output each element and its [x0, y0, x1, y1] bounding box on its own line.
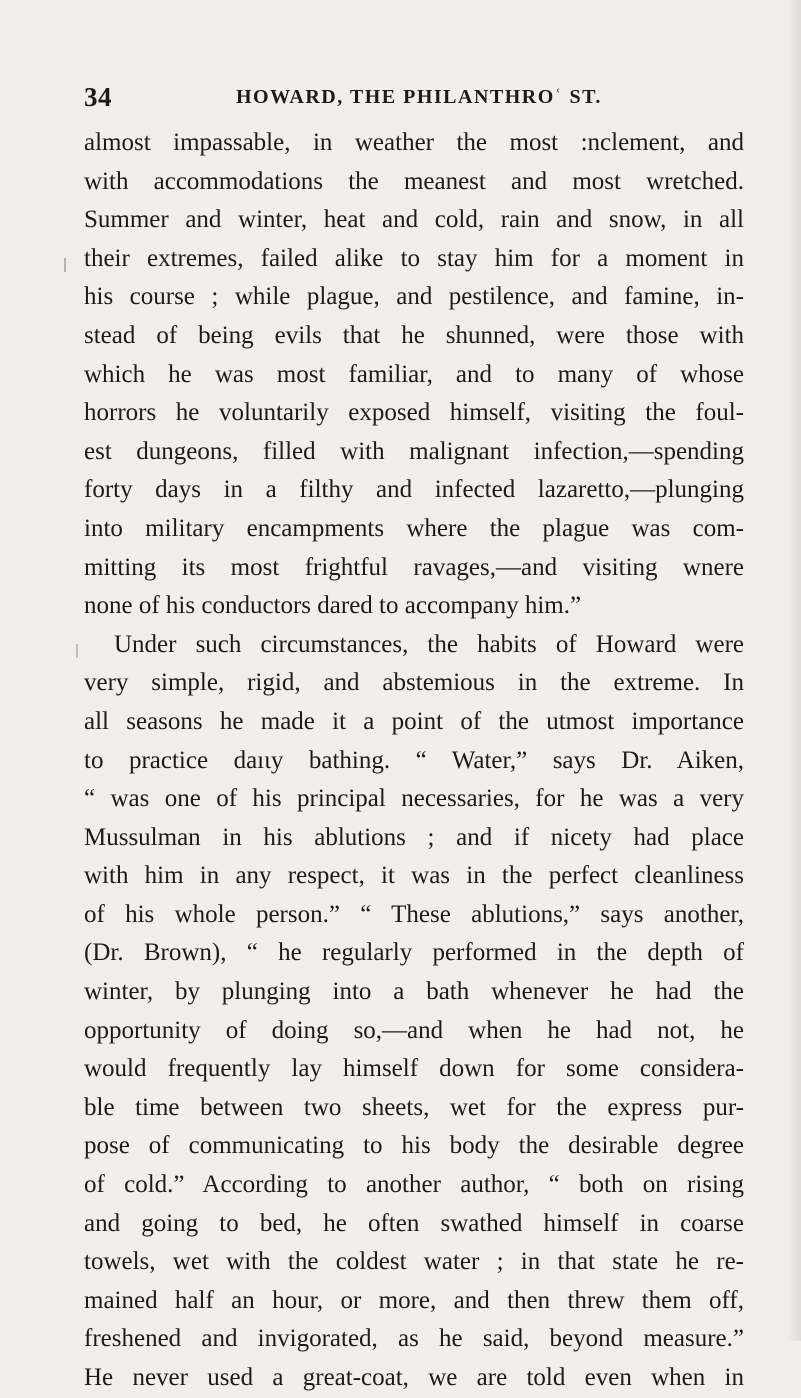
text-line: mained half an hour, or more, and then threw them off,	[84, 1286, 744, 1314]
text-line: with accommodations the meanest and most wretched.	[84, 167, 744, 195]
text-line: ble time between two sheets, wet for the express pur-	[84, 1093, 744, 1121]
scan-speck	[64, 258, 66, 272]
text-line: forty days in a filthy and infected lazaretto,—plunging	[84, 476, 744, 504]
text-line: Mussulman in his ablutions ; and if nicety had place	[84, 823, 744, 851]
text-line: very simple, rigid, and abstemious in the extreme. In	[84, 669, 744, 697]
text-line: of cold.” According to another author, “ both on rising	[84, 1171, 744, 1199]
running-head: HOWARD, THE PHILANTHROʿ ST.	[236, 86, 602, 108]
text-line: Summer and winter, heat and cold, rain and snow, in all	[84, 206, 744, 234]
text-line: with him in any respect, it was in the perfect cleanliness	[84, 862, 744, 890]
text-line: to practice daıɩy bathing. “ Water,” says Dr. Aiken,	[84, 746, 744, 774]
text-line: “ was one of his principal necessaries, for he was a very	[84, 785, 744, 813]
paragraph-start-line: Under such circumstances, the habits of Howard were	[114, 630, 744, 658]
text-line: their extremes, failed alike to stay him for a moment in	[84, 244, 744, 272]
text-line: stead of being evils that he shunned, were those with	[84, 321, 744, 349]
text-line: horrors he voluntarily exposed himself, visiting the foul-	[84, 399, 744, 427]
text-line: none of his conductors dared to accompany him.”	[84, 592, 582, 620]
text-line: would frequently lay himself down for some considera-	[84, 1055, 744, 1083]
text-line: almost impassable, in weather the most :nclement, and	[84, 129, 744, 156]
text-line: and going to bed, he often swathed himself in coarse	[84, 1209, 744, 1237]
body-text	[84, 124, 744, 1398]
text-line: into military encampments where the plague was com-	[84, 514, 744, 542]
text-line: (Dr. Brown), “ he regularly performed in the depth of	[84, 939, 744, 967]
text-line: which he was most familiar, and to many of whose	[84, 360, 744, 388]
text-line: opportunity of doing so,—and when he had not, he	[84, 1016, 744, 1044]
text-line: his course ; while plague, and pestilence, and famine, in-	[84, 283, 744, 311]
page-edge-shadow	[787, 0, 801, 1341]
text-line: all seasons he made it a point of the utmost importance	[84, 707, 744, 735]
page-number: 34	[84, 82, 112, 112]
scan-speck	[76, 644, 78, 658]
text-line: est dungeons, filled with malignant infection,—spending	[84, 437, 744, 465]
text-line: He never used a great-coat, we are told even when in	[84, 1364, 744, 1391]
text-line: pose of communicating to his body the desirable degree	[84, 1132, 744, 1160]
text-line: of his whole person.” “ These ablutions,” says another,	[84, 900, 744, 928]
text-line: mitting its most frightful ravages,—and visiting wnere	[84, 553, 744, 581]
text-line: winter, by plunging into a bath whenever he had the	[84, 978, 744, 1006]
text-line: towels, wet with the coldest water ; in that state he re-	[84, 1248, 744, 1276]
text-line: freshened and invigorated, as he said, beyond measure.”	[84, 1325, 744, 1353]
